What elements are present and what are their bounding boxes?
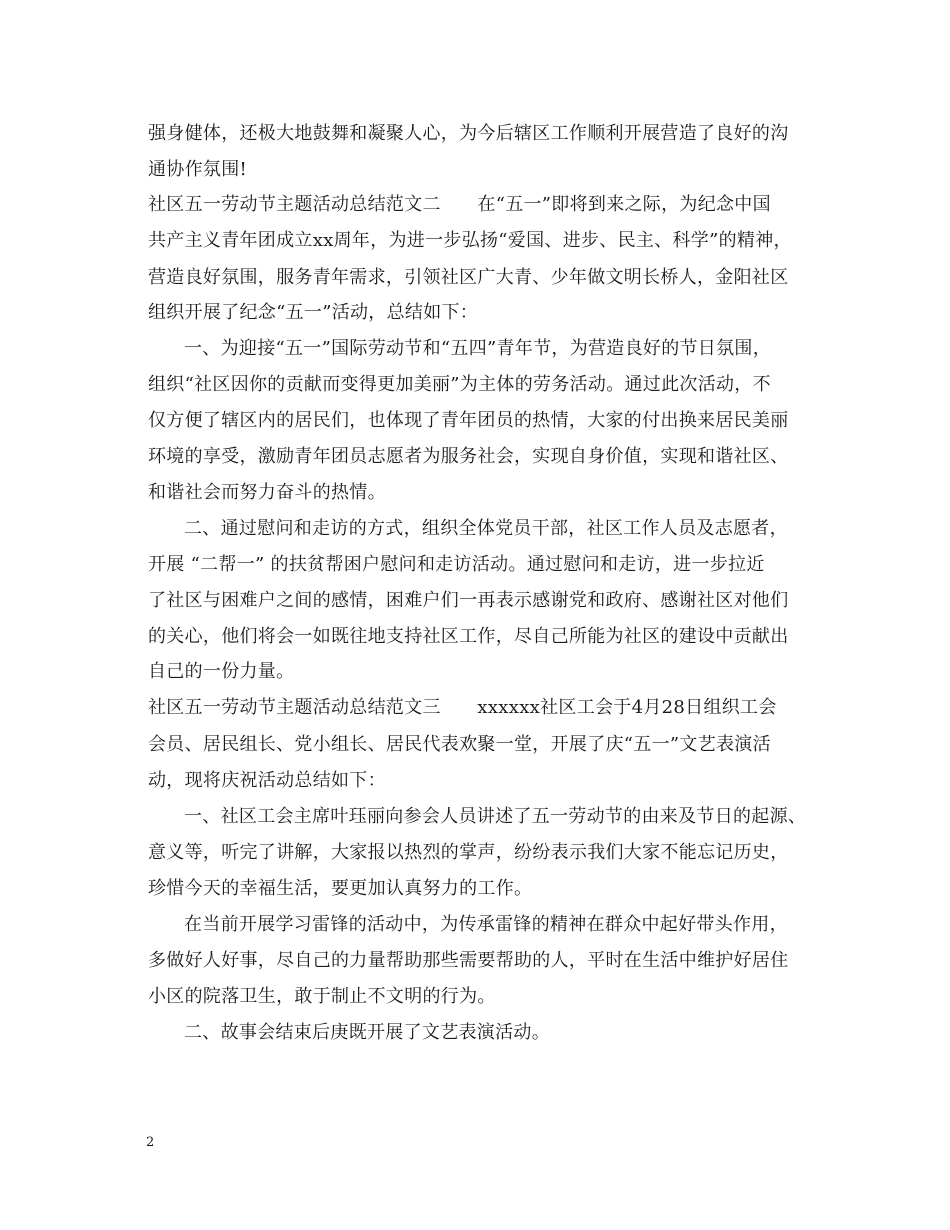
body-text-line: 通协作氛围! (148, 159, 248, 180)
body-text-line: 会员、居民组长、党小组长、居民代表欢聚一堂，开展了庆“五一”文艺表演活 (148, 734, 771, 755)
body-text-line: 小区的院落卫生，敢于制止不文明的行为。 (148, 986, 496, 1007)
body-text-line: 的关心，他们将会一如既往地支持社区工作，尽自己所能为社区的建设中贡献出 (148, 626, 789, 647)
paragraph-first-line: 二、故事会结束后庚既开展了文艺表演活动。 (184, 1022, 550, 1043)
paragraph-first-line: 一、为迎接“五一”国际劳动节和“五四”青年节，为营造良好的节日氛围， (184, 338, 772, 359)
body-text-line: 仅方便了辖区内的居民们，也体现了青年团员的热情，大家的付出换来居民美丽 (148, 410, 789, 431)
body-text-line: 共产主义青年团成立xx周年，为进一步弘扬“爱国、进步、民主、科学”的精神， (148, 230, 792, 251)
body-text-line: 营造良好氛围，服务青年需求，引领社区广大青、少年做文明长桥人，金阳社区 (148, 267, 789, 288)
body-text-line: 强身健体，还极大地鼓舞和凝聚人心，为今后辖区工作顺利开展营造了良好的沟 (148, 123, 789, 144)
paragraph-first-line: 在当前开展学习雷锋的活动中，为传承雷锋的精神在群众中起好带头作用， (184, 914, 788, 935)
body-text-line: 和谐社会而努力奋斗的热情。 (148, 482, 386, 503)
body-text-line: 了社区与困难户之间的感情，困难户们一再表示感谢党和政府、感谢社区对他们 (148, 590, 789, 611)
paragraph-first-line: 一、社区工会主席叶珏丽向参会人员讲述了五一劳动节的由来及节日的起源、 (184, 806, 807, 827)
section-heading-line: 社区五一劳动节主题活动总结范文三 xxxxxx社区工会于4月28日组织工会 (148, 697, 777, 718)
section-heading-line: 社区五一劳动节主题活动总结范文二 在“五一”即将到来之际，为纪念中国 (148, 194, 771, 215)
body-text-line: 珍惜今天的幸福生活，要更加认真努力的工作。 (148, 878, 533, 899)
body-text-line: 自己的一份力量。 (148, 661, 295, 682)
body-text-line: 组织“社区因你的贡献而变得更加美丽”为主体的劳务活动。通过此次活动，不 (148, 374, 771, 395)
body-text-line: 动，现将庆祝活动总结如下： (148, 770, 386, 791)
body-text-line: 环境的享受，激励青年团员志愿者为服务社会，实现自身价值，实现和谐社区、 (148, 446, 789, 467)
body-text-line: 多做好人好事，尽自己的力量帮助那些需要帮助的人，平时在生活中维护好居住 (148, 950, 789, 971)
page-number: 2 (146, 1135, 155, 1150)
paragraph-first-line: 二、通过慰问和走访的方式，组织全体党员干部，社区工作人员及志愿者， (184, 518, 788, 539)
body-text-line: 开展 “二帮一” 的扶贫帮困户慰问和走访活动。通过慰问和走访，进一步拉近 (148, 554, 765, 575)
body-text-line: 组织开展了纪念“五一”活动，总结如下： (148, 302, 479, 323)
body-text-line: 意义等，听完了讲解，大家报以热烈的掌声，纷纷表示我们大家不能忘记历史， (148, 842, 789, 863)
